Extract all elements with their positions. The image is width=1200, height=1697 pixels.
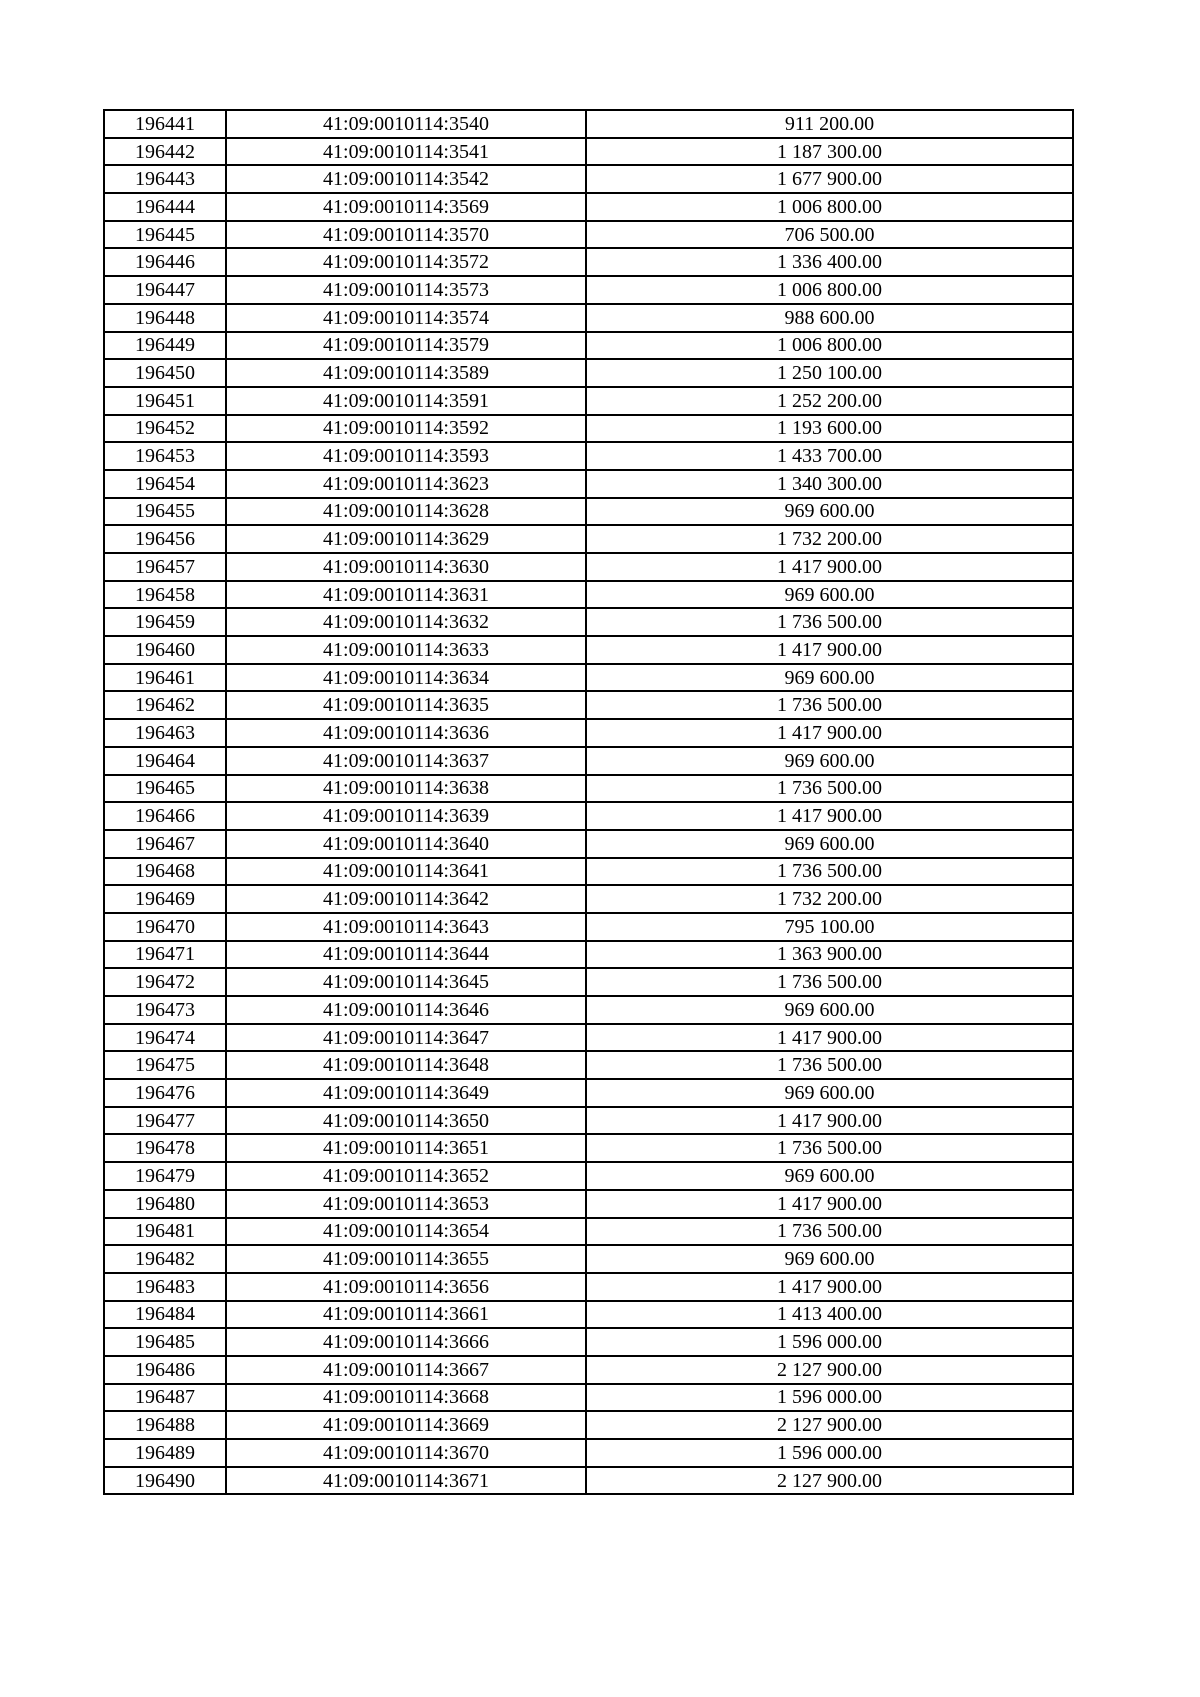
value-cell: 1 187 300.00 — [586, 138, 1073, 166]
cadastral-number-cell: 41:09:0010114:3671 — [226, 1467, 586, 1495]
cadastral-number-cell: 41:09:0010114:3650 — [226, 1107, 586, 1135]
row-number-cell: 196457 — [104, 553, 226, 581]
value-cell: 1 006 800.00 — [586, 332, 1073, 360]
table-row — [104, 996, 1073, 1024]
value-cell: 1 413 400.00 — [586, 1301, 1073, 1329]
cadastral-number-cell: 41:09:0010114:3670 — [226, 1439, 586, 1467]
table-row — [104, 498, 1073, 526]
value-cell: 2 127 900.00 — [586, 1411, 1073, 1439]
row-number-cell: 196483 — [104, 1273, 226, 1301]
row-number-cell: 196450 — [104, 359, 226, 387]
value-cell: 1 596 000.00 — [586, 1328, 1073, 1356]
cadastral-number-cell: 41:09:0010114:3641 — [226, 858, 586, 886]
value-cell: 1 417 900.00 — [586, 1190, 1073, 1218]
cadastral-number-cell: 41:09:0010114:3637 — [226, 747, 586, 775]
row-number-cell: 196447 — [104, 276, 226, 304]
row-number-cell: 196476 — [104, 1079, 226, 1107]
value-cell: 1 417 900.00 — [586, 1273, 1073, 1301]
cadastral-number-cell: 41:09:0010114:3628 — [226, 498, 586, 526]
table-row — [104, 1411, 1073, 1439]
cadastral-number-cell: 41:09:0010114:3589 — [226, 359, 586, 387]
row-number-cell: 196484 — [104, 1301, 226, 1329]
table-row — [104, 747, 1073, 775]
value-cell: 1 193 600.00 — [586, 415, 1073, 443]
row-number-cell: 196481 — [104, 1218, 226, 1246]
value-cell: 1 252 200.00 — [586, 387, 1073, 415]
cadastral-number-cell: 41:09:0010114:3661 — [226, 1301, 586, 1329]
cadastral-number-cell: 41:09:0010114:3631 — [226, 581, 586, 609]
row-number-cell: 196455 — [104, 498, 226, 526]
table-row — [104, 885, 1073, 913]
value-cell: 2 127 900.00 — [586, 1356, 1073, 1384]
value-cell: 1 433 700.00 — [586, 442, 1073, 470]
row-number-cell: 196441 — [104, 110, 226, 138]
cadastral-number-cell: 41:09:0010114:3635 — [226, 691, 586, 719]
row-number-cell: 196444 — [104, 193, 226, 221]
cadastral-number-cell: 41:09:0010114:3591 — [226, 387, 586, 415]
table-row — [104, 664, 1073, 692]
row-number-cell: 196442 — [104, 138, 226, 166]
cadastral-number-cell: 41:09:0010114:3643 — [226, 913, 586, 941]
cadastral-number-cell: 41:09:0010114:3593 — [226, 442, 586, 470]
table-row — [104, 802, 1073, 830]
table-row — [104, 359, 1073, 387]
value-cell: 706 500.00 — [586, 221, 1073, 249]
row-number-cell: 196480 — [104, 1190, 226, 1218]
table-row — [104, 1218, 1073, 1246]
cadastral-number-cell: 41:09:0010114:3573 — [226, 276, 586, 304]
data-table — [103, 109, 1074, 1495]
row-number-cell: 196464 — [104, 747, 226, 775]
table-row — [104, 1328, 1073, 1356]
row-number-cell: 196486 — [104, 1356, 226, 1384]
cadastral-number-cell: 41:09:0010114:3542 — [226, 165, 586, 193]
value-cell: 1 006 800.00 — [586, 276, 1073, 304]
value-cell: 1 596 000.00 — [586, 1384, 1073, 1412]
cadastral-number-cell: 41:09:0010114:3646 — [226, 996, 586, 1024]
value-cell: 1 736 500.00 — [586, 858, 1073, 886]
table-row — [104, 110, 1073, 138]
cadastral-number-cell: 41:09:0010114:3640 — [226, 830, 586, 858]
table-row — [104, 1107, 1073, 1135]
table-row — [104, 775, 1073, 803]
value-cell: 1 736 500.00 — [586, 968, 1073, 996]
table-body — [104, 110, 1073, 1494]
value-cell: 1 736 500.00 — [586, 775, 1073, 803]
row-number-cell: 196459 — [104, 608, 226, 636]
row-number-cell: 196467 — [104, 830, 226, 858]
cadastral-number-cell: 41:09:0010114:3648 — [226, 1051, 586, 1079]
cadastral-number-cell: 41:09:0010114:3654 — [226, 1218, 586, 1246]
cadastral-number-cell: 41:09:0010114:3639 — [226, 802, 586, 830]
value-cell: 1 417 900.00 — [586, 636, 1073, 664]
table-row — [104, 1162, 1073, 1190]
table-row — [104, 470, 1073, 498]
row-number-cell: 196475 — [104, 1051, 226, 1079]
table-row — [104, 1356, 1073, 1384]
value-cell: 988 600.00 — [586, 304, 1073, 332]
cadastral-number-cell: 41:09:0010114:3652 — [226, 1162, 586, 1190]
table-row — [104, 1051, 1073, 1079]
value-cell: 1 736 500.00 — [586, 691, 1073, 719]
row-number-cell: 196477 — [104, 1107, 226, 1135]
row-number-cell: 196482 — [104, 1245, 226, 1273]
table-row — [104, 138, 1073, 166]
row-number-cell: 196460 — [104, 636, 226, 664]
value-cell: 1 677 900.00 — [586, 165, 1073, 193]
cadastral-number-cell: 41:09:0010114:3649 — [226, 1079, 586, 1107]
table-row — [104, 719, 1073, 747]
row-number-cell: 196487 — [104, 1384, 226, 1412]
value-cell: 1 596 000.00 — [586, 1439, 1073, 1467]
cadastral-number-cell: 41:09:0010114:3570 — [226, 221, 586, 249]
value-cell: 969 600.00 — [586, 830, 1073, 858]
row-number-cell: 196451 — [104, 387, 226, 415]
row-number-cell: 196473 — [104, 996, 226, 1024]
cadastral-number-cell: 41:09:0010114:3541 — [226, 138, 586, 166]
value-cell: 1 732 200.00 — [586, 525, 1073, 553]
table-row — [104, 1467, 1073, 1495]
row-number-cell: 196454 — [104, 470, 226, 498]
row-number-cell: 196490 — [104, 1467, 226, 1495]
table-row — [104, 304, 1073, 332]
table-row — [104, 636, 1073, 664]
cadastral-number-cell: 41:09:0010114:3666 — [226, 1328, 586, 1356]
cadastral-number-cell: 41:09:0010114:3574 — [226, 304, 586, 332]
value-cell: 1 732 200.00 — [586, 885, 1073, 913]
value-cell: 1 417 900.00 — [586, 553, 1073, 581]
cadastral-number-cell: 41:09:0010114:3629 — [226, 525, 586, 553]
value-cell: 969 600.00 — [586, 1079, 1073, 1107]
table-row — [104, 1245, 1073, 1273]
cadastral-number-cell: 41:09:0010114:3634 — [226, 664, 586, 692]
value-cell: 795 100.00 — [586, 913, 1073, 941]
table-row — [104, 1024, 1073, 1052]
row-number-cell: 196449 — [104, 332, 226, 360]
table-row — [104, 1079, 1073, 1107]
value-cell: 1 006 800.00 — [586, 193, 1073, 221]
row-number-cell: 196479 — [104, 1162, 226, 1190]
table-row — [104, 553, 1073, 581]
value-cell: 1 417 900.00 — [586, 1024, 1073, 1052]
cadastral-number-cell: 41:09:0010114:3630 — [226, 553, 586, 581]
row-number-cell: 196445 — [104, 221, 226, 249]
table-row — [104, 1134, 1073, 1162]
row-number-cell: 196488 — [104, 1411, 226, 1439]
table-row — [104, 581, 1073, 609]
value-cell: 1 736 500.00 — [586, 1218, 1073, 1246]
table-row — [104, 691, 1073, 719]
value-cell: 1 417 900.00 — [586, 719, 1073, 747]
table-row — [104, 1301, 1073, 1329]
cadastral-number-cell: 41:09:0010114:3632 — [226, 608, 586, 636]
cadastral-number-cell: 41:09:0010114:3633 — [226, 636, 586, 664]
table-row — [104, 276, 1073, 304]
value-cell: 1 417 900.00 — [586, 1107, 1073, 1135]
value-cell: 1 340 300.00 — [586, 470, 1073, 498]
value-cell: 2 127 900.00 — [586, 1467, 1073, 1495]
table-row — [104, 193, 1073, 221]
row-number-cell: 196465 — [104, 775, 226, 803]
row-number-cell: 196448 — [104, 304, 226, 332]
value-cell: 1 336 400.00 — [586, 248, 1073, 276]
cadastral-number-cell: 41:09:0010114:3645 — [226, 968, 586, 996]
table-row — [104, 830, 1073, 858]
table-row — [104, 165, 1073, 193]
row-number-cell: 196470 — [104, 913, 226, 941]
row-number-cell: 196469 — [104, 885, 226, 913]
cadastral-number-cell: 41:09:0010114:3579 — [226, 332, 586, 360]
table-row — [104, 332, 1073, 360]
row-number-cell: 196463 — [104, 719, 226, 747]
cadastral-number-cell: 41:09:0010114:3644 — [226, 941, 586, 969]
table-row — [104, 525, 1073, 553]
table-row — [104, 248, 1073, 276]
table-row — [104, 1439, 1073, 1467]
row-number-cell: 196485 — [104, 1328, 226, 1356]
row-number-cell: 196446 — [104, 248, 226, 276]
row-number-cell: 196452 — [104, 415, 226, 443]
row-number-cell: 196456 — [104, 525, 226, 553]
table-row — [104, 941, 1073, 969]
cadastral-number-cell: 41:09:0010114:3653 — [226, 1190, 586, 1218]
table-row — [104, 608, 1073, 636]
table-row — [104, 442, 1073, 470]
cadastral-number-cell: 41:09:0010114:3647 — [226, 1024, 586, 1052]
value-cell: 969 600.00 — [586, 996, 1073, 1024]
row-number-cell: 196458 — [104, 581, 226, 609]
table-row — [104, 1190, 1073, 1218]
table-row — [104, 913, 1073, 941]
value-cell: 969 600.00 — [586, 1162, 1073, 1190]
cadastral-number-cell: 41:09:0010114:3638 — [226, 775, 586, 803]
row-number-cell: 196489 — [104, 1439, 226, 1467]
value-cell: 1 736 500.00 — [586, 1134, 1073, 1162]
table-row — [104, 387, 1073, 415]
table-row — [104, 1273, 1073, 1301]
cadastral-number-cell: 41:09:0010114:3569 — [226, 193, 586, 221]
value-cell: 969 600.00 — [586, 581, 1073, 609]
table-row — [104, 1384, 1073, 1412]
table-row — [104, 415, 1073, 443]
cadastral-number-cell: 41:09:0010114:3623 — [226, 470, 586, 498]
row-number-cell: 196453 — [104, 442, 226, 470]
table-row — [104, 858, 1073, 886]
row-number-cell: 196478 — [104, 1134, 226, 1162]
row-number-cell: 196461 — [104, 664, 226, 692]
value-cell: 1 417 900.00 — [586, 802, 1073, 830]
value-cell: 1 736 500.00 — [586, 1051, 1073, 1079]
value-cell: 1 250 100.00 — [586, 359, 1073, 387]
cadastral-number-cell: 41:09:0010114:3651 — [226, 1134, 586, 1162]
cadastral-number-cell: 41:09:0010114:3656 — [226, 1273, 586, 1301]
value-cell: 1 363 900.00 — [586, 941, 1073, 969]
value-cell: 969 600.00 — [586, 747, 1073, 775]
value-cell: 969 600.00 — [586, 664, 1073, 692]
cadastral-number-cell: 41:09:0010114:3592 — [226, 415, 586, 443]
cadastral-number-cell: 41:09:0010114:3636 — [226, 719, 586, 747]
value-cell: 1 736 500.00 — [586, 608, 1073, 636]
table-row — [104, 221, 1073, 249]
cadastral-number-cell: 41:09:0010114:3669 — [226, 1411, 586, 1439]
table-row — [104, 968, 1073, 996]
cadastral-number-cell: 41:09:0010114:3667 — [226, 1356, 586, 1384]
cadastral-number-cell: 41:09:0010114:3540 — [226, 110, 586, 138]
row-number-cell: 196474 — [104, 1024, 226, 1052]
value-cell: 911 200.00 — [586, 110, 1073, 138]
row-number-cell: 196471 — [104, 941, 226, 969]
row-number-cell: 196468 — [104, 858, 226, 886]
row-number-cell: 196462 — [104, 691, 226, 719]
row-number-cell: 196466 — [104, 802, 226, 830]
cadastral-number-cell: 41:09:0010114:3668 — [226, 1384, 586, 1412]
cadastral-number-cell: 41:09:0010114:3572 — [226, 248, 586, 276]
cadastral-number-cell: 41:09:0010114:3655 — [226, 1245, 586, 1273]
value-cell: 969 600.00 — [586, 1245, 1073, 1273]
row-number-cell: 196443 — [104, 165, 226, 193]
value-cell: 969 600.00 — [586, 498, 1073, 526]
row-number-cell: 196472 — [104, 968, 226, 996]
cadastral-number-cell: 41:09:0010114:3642 — [226, 885, 586, 913]
